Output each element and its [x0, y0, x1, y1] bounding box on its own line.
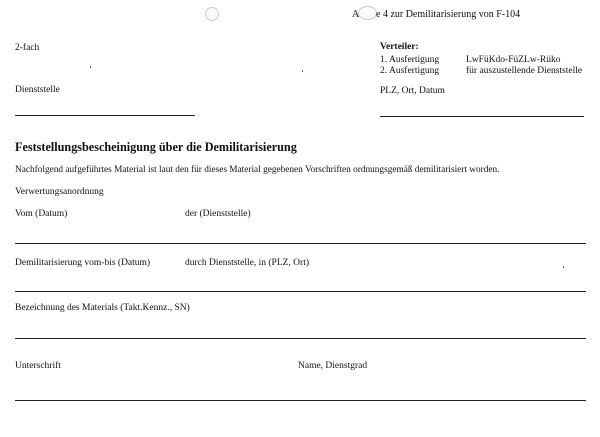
by-office-label: durch Dienststelle, in (PLZ, Ort): [185, 258, 310, 268]
order-label: Verwertungsanordnung: [15, 187, 104, 197]
place-date-line: [380, 116, 584, 117]
distribution-row-2-value: für auszustellende Dienststelle: [466, 66, 583, 76]
copies-label: 2-fach: [15, 43, 40, 53]
distribution-row-1-value: LwFüKdo-FüZLw-Rüko: [466, 55, 561, 65]
office-label: Dienststelle: [15, 85, 60, 95]
scan-speck: [90, 66, 91, 68]
from-date-label: Vom (Datum): [15, 209, 68, 219]
material-label: Bezeichnung des Materials (Takt.Kennz., SN): [15, 303, 190, 313]
distribution-title: Verteiler:: [380, 42, 419, 52]
scan-mark-circle: [205, 7, 219, 21]
place-date-label: PLZ, Ort, Datum: [380, 86, 445, 96]
demil-period-label: Demilitarisierung vom-bis (Datum): [15, 258, 151, 268]
signature-label: Unterschrift: [15, 361, 61, 371]
scan-mark-annex-smudge: [358, 6, 377, 20]
annex-title: e 4 zur Demilitarisierung von F-104: [376, 9, 521, 20]
of-office-label: der (Dienststelle): [185, 209, 251, 219]
distribution-row-1-label: 1. Ausfertigung: [380, 55, 440, 65]
name-rank-label: Name, Dienstgrad: [298, 361, 368, 371]
office-line: [15, 115, 195, 116]
material-line: [15, 338, 586, 339]
scan-speck: [563, 266, 564, 268]
distribution-row-2-label: 2. Ausfertigung: [380, 66, 440, 76]
form-title: Feststellungsbescheinigung über die Demilitarisierung: [15, 140, 297, 154]
form-intro: Nachfolgend aufgeführtes Material ist laut den für dieses Material gegebenen Vorschriften ordnungsgemäß demilitarisiert worden.: [15, 165, 500, 175]
from-date-line: [15, 243, 586, 244]
signature-line: [15, 400, 586, 401]
annex-prefix: A: [352, 9, 360, 20]
demil-period-line: [15, 291, 586, 292]
scan-speck: [302, 70, 303, 72]
